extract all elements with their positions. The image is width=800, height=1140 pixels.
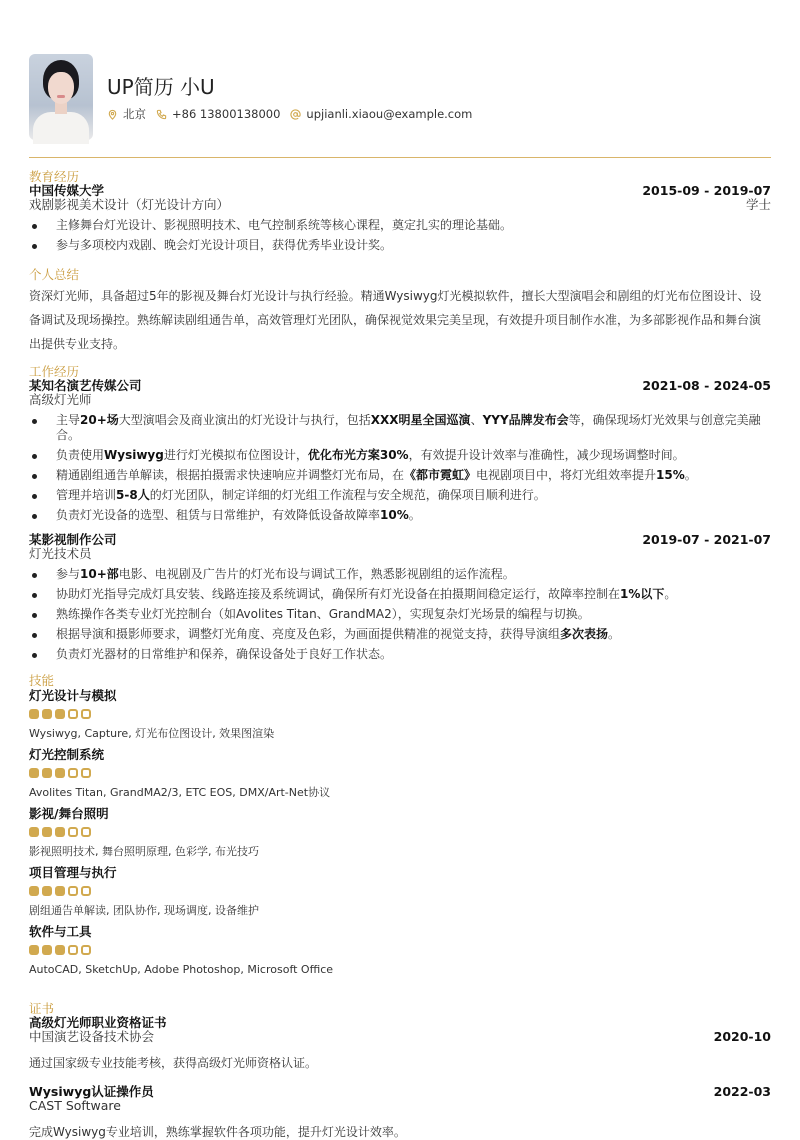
list-item: 管理并培训5-8人的灯光团队，制定详细的灯光组工作流程与安全规范，确保项目顺利进行。 [29,488,771,503]
certificate-entry-1 [29,1085,771,1140]
work-entry-1 [29,533,771,662]
filled-dot-icon [55,827,65,837]
email-text[interactable]: upjianli.xiaou@example.com [306,107,473,121]
skill-level-rating [29,886,771,896]
at-sign-icon [290,109,301,120]
school-name: 中国传媒大学 [29,183,105,198]
empty-dot-icon [81,768,91,778]
certificate-name: 高级灯光师职业资格证书 [29,1015,167,1030]
list-item: 精通剧组通告单解读，根据拍摄需求快速响应并调整灯光布局，在《都市霓虹》电视剧项目中，将灯光组效率提升15%。 [29,468,771,483]
work-date: 2021-08 - 2024-05 [642,378,771,393]
filled-dot-icon [42,768,52,778]
certificate-name: Wysiwyg认证操作员 [29,1084,154,1099]
job-title: 高级灯光师 [29,392,92,407]
filled-dot-icon [29,886,39,896]
skill-name: 影视/舞台照明 [29,806,109,821]
list-item: 根据导演和摄影师要求，调整灯光角度、亮度及色彩，为画面提供精准的视觉支持，获得导演组多次表扬。 [29,627,771,642]
skill-name: 灯光设计与模拟 [29,688,117,703]
job-title: 灯光技术员 [29,546,92,561]
skill-level-rating [29,827,771,837]
filled-dot-icon [42,827,52,837]
certificate-desc: 完成Wysiwyg专业培训，熟练掌握软件各项功能，提升灯光设计效率。 [29,1125,406,1139]
section-title-summary: 个人总结 [29,267,80,282]
map-pin-icon [107,109,118,120]
education-entry-head [29,184,771,212]
certificate-issuer: CAST Software [29,1098,121,1113]
skill-name: 灯光控制系统 [29,747,105,762]
empty-dot-icon [81,709,91,719]
skill-item [29,688,771,741]
filled-dot-icon [42,945,52,955]
certificate-desc: 通过国家级专业技能考核，获得高级灯光师资格认证。 [29,1056,318,1070]
list-item: 主修舞台灯光设计、影视照明技术、电气控制系统等核心课程，奠定扎实的理论基础。 [29,218,771,233]
summary-section [29,268,771,356]
skill-item [29,924,771,977]
candidate-name: UP简历 小U [107,75,215,99]
empty-dot-icon [81,886,91,896]
filled-dot-icon [29,945,39,955]
work-bullets [29,567,771,662]
skill-item [29,865,771,918]
empty-dot-icon [68,709,78,719]
phone-text: +86 13800138000 [172,107,281,121]
skill-desc: AutoCAD, SketchUp, Adobe Photoshop, Microsoft Office [29,963,334,976]
summary-text: 资深灯光师，具备超过5年的影视及舞台灯光设计与执行经验。精通Wysiwyg灯光模拟软件，擅长大型演唱会和剧组的灯光布位图设计、设备调试及现场操控。熟练解读剧组通告单，高效管理灯光团队，确保视觉效果完美呈现，有效提升项目制作水准，为多部影视作品和舞台演出提供专业支持。 [29,289,762,351]
contact-email [290,107,472,121]
filled-dot-icon [55,886,65,896]
education-section [29,170,771,258]
certificate-entry-0 [29,1016,771,1071]
list-item: 参与多项校内戏剧、晚会灯光设计项目，获得优秀毕业设计奖。 [29,238,771,253]
work-bullets [29,413,771,523]
list-item: 负责灯光设备的选型、租赁与日常维护，有效降低设备故障率10%。 [29,508,771,523]
empty-dot-icon [68,768,78,778]
location-text: 北京 [123,107,146,121]
section-title-certificates: 证书 [29,1001,55,1016]
education-date: 2015-09 - 2019-07 [642,183,771,198]
degree: 学士 [745,197,771,212]
list-item: 熟练操作各类专业灯光控制台（如Avolites Titan、GrandMA2），实现复杂灯光场景的编程与切换。 [29,607,771,622]
certificate-issuer: 中国演艺设备技术协会 [29,1029,155,1044]
empty-dot-icon [68,886,78,896]
list-item: 负责使用Wysiwyg进行灯光模拟布位图设计，优化布光方案30%，有效提升设计效率与准确性，减少现场调整时间。 [29,448,771,463]
skill-level-rating [29,945,771,955]
skill-item [29,806,771,859]
list-item: 参与10+部电影、电视剧及广告片的灯光布设与调试工作，熟悉影视剧组的运作流程。 [29,567,771,582]
filled-dot-icon [42,709,52,719]
skill-level-rating [29,709,771,719]
list-item: 负责灯光器材的日常维护和保养，确保设备处于良好工作状态。 [29,647,771,662]
skills-list [29,688,771,977]
skill-level-rating [29,768,771,778]
empty-dot-icon [68,827,78,837]
section-title-education: 教育经历 [29,169,80,184]
empty-dot-icon [68,945,78,955]
section-title-skills: 技能 [29,673,55,688]
certificate-date: 2020-10 [713,1029,771,1044]
skill-name: 软件与工具 [29,924,92,939]
contact-phone [156,107,280,121]
list-item: 主导20+场大型演唱会及商业演出的灯光设计与执行，包括XXX明星全国巡演、YYY品牌发布会等，确保现场灯光效果与创意完美融合。 [29,413,771,443]
skill-desc: 影视照明技术, 舞台照明原理, 色彩学, 布光技巧 [29,845,259,858]
company-name: 某影视制作公司 [29,532,117,547]
header-divider [29,157,771,158]
filled-dot-icon [29,827,39,837]
phone-icon [156,109,167,120]
filled-dot-icon [42,886,52,896]
skills-section [29,674,771,983]
certificate-date: 2022-03 [713,1084,771,1099]
empty-dot-icon [81,827,91,837]
contact-info [107,106,482,122]
filled-dot-icon [55,768,65,778]
skill-name: 项目管理与执行 [29,865,117,880]
education-bullets [29,218,771,253]
company-name: 某知名演艺传媒公司 [29,378,142,393]
work-section [29,365,771,667]
header-info [107,72,482,122]
skill-desc: Avolites Titan, GrandMA2/3, ETC EOS, DMX/Art-Net协议 [29,786,331,799]
work-date: 2019-07 - 2021-07 [642,532,771,547]
empty-dot-icon [81,945,91,955]
skill-desc: 剧组通告单解读, 团队协作, 现场调度, 设备维护 [29,904,259,917]
avatar [29,54,93,140]
section-title-work: 工作经历 [29,364,80,379]
filled-dot-icon [29,768,39,778]
skill-desc: Wysiwyg, Capture, 灯光布位图设计, 效果图渲染 [29,727,275,740]
resume-header [29,54,482,140]
filled-dot-icon [55,709,65,719]
contact-location [107,106,146,122]
list-item: 协助灯光指导完成灯具安装、线路连接及系统调试，确保所有灯光设备在拍摄期间稳定运行，故障率控制在1%以下。 [29,587,771,602]
filled-dot-icon [29,709,39,719]
certificates-section [29,1002,771,1140]
work-entry-0 [29,379,771,523]
major: 戏剧影视美术设计（灯光设计方向） [29,197,230,212]
filled-dot-icon [55,945,65,955]
skill-item [29,747,771,800]
